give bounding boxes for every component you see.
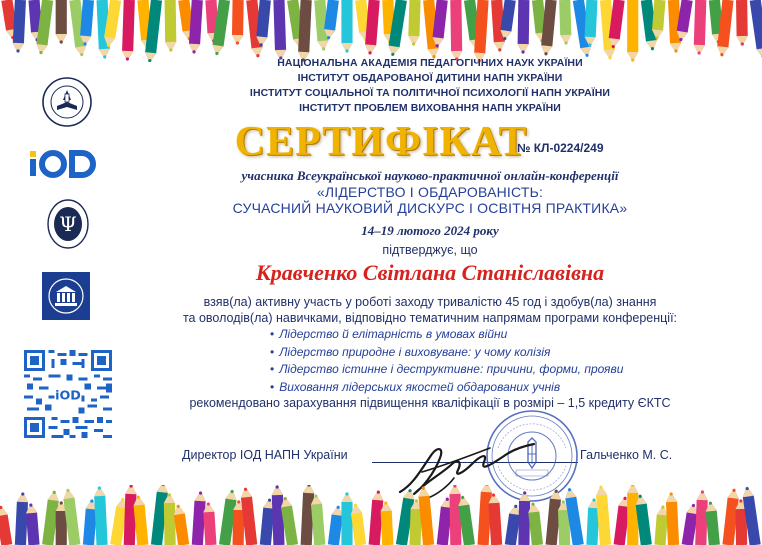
psychology-institute-seal-icon [46,198,90,250]
conference-intro: учасника Всеукраїнської науково-практичної онлайн-конференції [241,168,619,183]
education-institute-logo-icon [42,272,90,320]
participation-line-2: та оволодів(ла) навичками, відповідно тематичним напрямам програми конференції: [182,311,678,325]
topic-item: • Лідерство природне і виховуване: у чому колізія [270,344,623,362]
pencil [627,485,638,545]
pencil [408,0,421,46]
confirms-text: підтверджує, що [382,243,478,257]
certificate-title: СЕРТИФІКАТ [234,119,528,165]
pencil [750,0,762,59]
participation-text [130,294,730,326]
pencil [310,494,325,545]
pencil [165,0,177,52]
pencil [693,0,706,55]
pencil [450,0,462,61]
pencil [517,0,529,54]
qr-code-icon [24,350,112,438]
certificate-number: № КЛ-0224/249 [517,141,604,155]
conference-title-line-1: «ЛІДЕРСТВО І ОБДАРОВАНІСТЬ: [316,184,544,200]
pencil [488,493,502,545]
pencil [736,0,748,46]
conference-title-line-2: СУЧАСНИЙ НАУКОВИЙ ДИСКУРС І ОСВІТНЯ ПРАКТИКА» [232,200,628,216]
pencil [122,0,135,61]
pencil [12,0,26,53]
topic-item: • Лідерство істинне і деструктивне: причини, форми, прояви [270,361,623,379]
svg-text:Ψ: Ψ [59,212,77,236]
pencil [94,486,108,545]
topic-item: • Лідерство й елітарність в умовах війни [270,326,623,344]
pencil [0,505,12,545]
pencil [273,0,286,60]
title-wrap [0,118,762,166]
header-line: ІНСТИТУТ СОЦІАЛЬНОЇ ТА ПОЛІТИЧНОЇ ПСИХОЛОГІЇ НАПН УКРАЇНИ [249,87,611,99]
pencils-border-bottom [0,485,762,545]
header-line: ІНСТИТУТ ПРОБЛЕМ ВИХОВАННЯ НАПН УКРАЇНИ [299,102,561,114]
conference-dates: 14–19 лютого 2024 року [361,223,499,238]
pencil [56,0,67,44]
pencil [341,492,352,545]
institution-header [130,56,730,116]
qr-center-label: iOD [55,388,81,404]
pencil [188,0,203,54]
pencil [627,0,638,62]
pencil [518,491,530,545]
pencil [559,0,572,45]
pencil [695,490,708,545]
pencil [341,0,352,53]
pencils-border-top [0,0,762,62]
pencil [665,492,679,545]
conference-title [130,184,730,216]
header-line: ІНСТИТУТ ОБДАРОВАНОЇ ДИТИНИ НАПН УКРАЇНИ [297,72,563,84]
participation-line-1: взяв(ла) активну участь у роботі заходу тривалістю 45 год і здобув(ла) знання [203,295,657,309]
header-line: НАЦІОНАЛЬНА АКАДЕМІЯ ПЕДАГОГІЧНИХ НАУК УКРАЇНИ [277,57,583,69]
topics-list [270,326,623,396]
pencil [232,0,244,45]
recipient-name: Кравченко Світлана Станіславівна [255,260,605,285]
topic-item: • Виховання лідерських якостей обдарованих учнів [270,379,623,397]
credits-text: рекомендовано зарахування підвищення кваліфікації в розмірі – 1,5 кредиту ЄКТС [189,396,671,410]
pencil [298,0,312,62]
signer-position: Директор ІОД НАПН України [182,448,348,462]
signer-name: Гальченко М. С. [580,448,673,462]
pencil [164,493,176,545]
